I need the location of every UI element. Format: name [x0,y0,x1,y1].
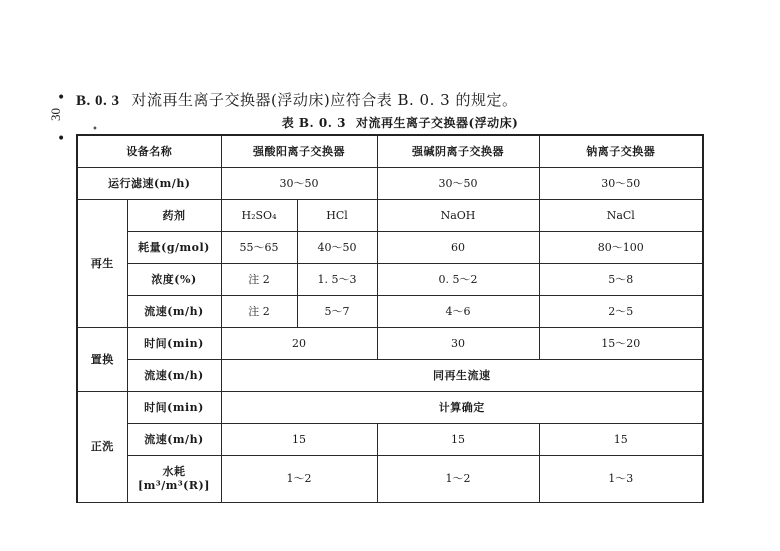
row-label-displacement-flow: 流速(m/h) [127,360,221,392]
row-label-operating-rate: 运行滤速(m/h) [77,168,221,200]
spec-table [76,134,704,503]
table-row [77,296,703,328]
table-row [77,264,703,296]
table-title: 对流再生离子交换器(浮动床) [355,116,519,130]
table-row [77,328,703,360]
header-strong-acid: 强酸阳离子交换器 [221,135,377,168]
header-equipment-name: 设备名称 [77,135,221,168]
cell-rinse-flow-sodium: 15 [539,424,703,456]
cell-displacement-flow: 同再生流速 [221,360,703,392]
cell-reagent-sodium: NaCl [539,200,703,232]
table-row [77,168,703,200]
cell-rinse-flow-base: 15 [377,424,539,456]
row-label-rinse-flow: 流速(m/h) [127,424,221,456]
cell-displacement-time-acid: 20 [221,328,377,360]
row-label-rinse-time: 时间(min) [127,392,221,424]
table-row [77,456,703,503]
cell-water-consumption-base: 1～2 [377,456,539,503]
cell-concentration-acid-b: 1. 5～3 [297,264,377,296]
clause-paragraph [76,89,517,110]
cell-regen-flow-acid-a: 注 2 [221,296,297,328]
cell-concentration-base: 0. 5～2 [377,264,539,296]
page-number: 30 [48,108,63,121]
cell-consumption-sodium: 80～100 [539,232,703,264]
row-label-water-consumption [127,456,221,503]
row-label-regen-flow: 流速(m/h) [127,296,221,328]
cell-regen-flow-sodium: 2～5 [539,296,703,328]
cell-water-consumption-sodium: 1～3 [539,456,703,503]
cell-operating-rate-sodium: 30～50 [539,168,703,200]
margin-dot: • [57,90,66,106]
header-sodium: 钠离子交换器 [539,135,703,168]
group-displacement: 置换 [77,328,127,392]
header-strong-base: 强碱阴离子交换器 [377,135,539,168]
cell-concentration-sodium: 5～8 [539,264,703,296]
cell-operating-rate-base: 30～50 [377,168,539,200]
table-caption [0,114,780,131]
table-row [77,200,703,232]
table-row [77,392,703,424]
cell-consumption-base: 60 [377,232,539,264]
group-regeneration: 再生 [77,200,127,328]
cell-displacement-time-sodium: 15～20 [539,328,703,360]
cell-rinse-flow-acid: 15 [221,424,377,456]
water-consumption-label-line1: 水耗 [162,465,186,478]
cell-consumption-acid-b: 40～50 [297,232,377,264]
cell-operating-rate-acid: 30～50 [221,168,377,200]
clause-number: B. 0. 3 [76,93,120,109]
table-header-row [77,135,703,168]
table-row [77,424,703,456]
cell-regen-flow-base: 4～6 [377,296,539,328]
cell-reagent-acid-a: H₂SO₄ [221,200,297,232]
cell-water-consumption-acid: 1～2 [221,456,377,503]
row-label-consumption: 耗量(g/mol) [127,232,221,264]
row-label-displacement-time: 时间(min) [127,328,221,360]
cell-consumption-acid-a: 55～65 [221,232,297,264]
cell-regen-flow-acid-b: 5～7 [297,296,377,328]
cell-concentration-acid-a: 注 2 [221,264,297,296]
scan-speck: • [92,124,98,135]
clause-text: 对流再生离子交换器(浮动床)应符合表 B. 0. 3 的规定。 [131,91,518,109]
cell-rinse-time: 计算确定 [221,392,703,424]
group-rinse: 正洗 [77,392,127,503]
row-label-concentration: 浓度(%) [127,264,221,296]
cell-displacement-time-base: 30 [377,328,539,360]
table-row [77,232,703,264]
cell-reagent-base: NaOH [377,200,539,232]
water-consumption-label-line2: [m³/m³(R)] [138,479,210,492]
margin-dot: • [57,131,66,147]
row-label-reagent: 药剂 [127,200,221,232]
cell-reagent-acid-b: HCl [297,200,377,232]
table-row [77,360,703,392]
table-number: 表 B. 0. 3 [281,116,346,130]
